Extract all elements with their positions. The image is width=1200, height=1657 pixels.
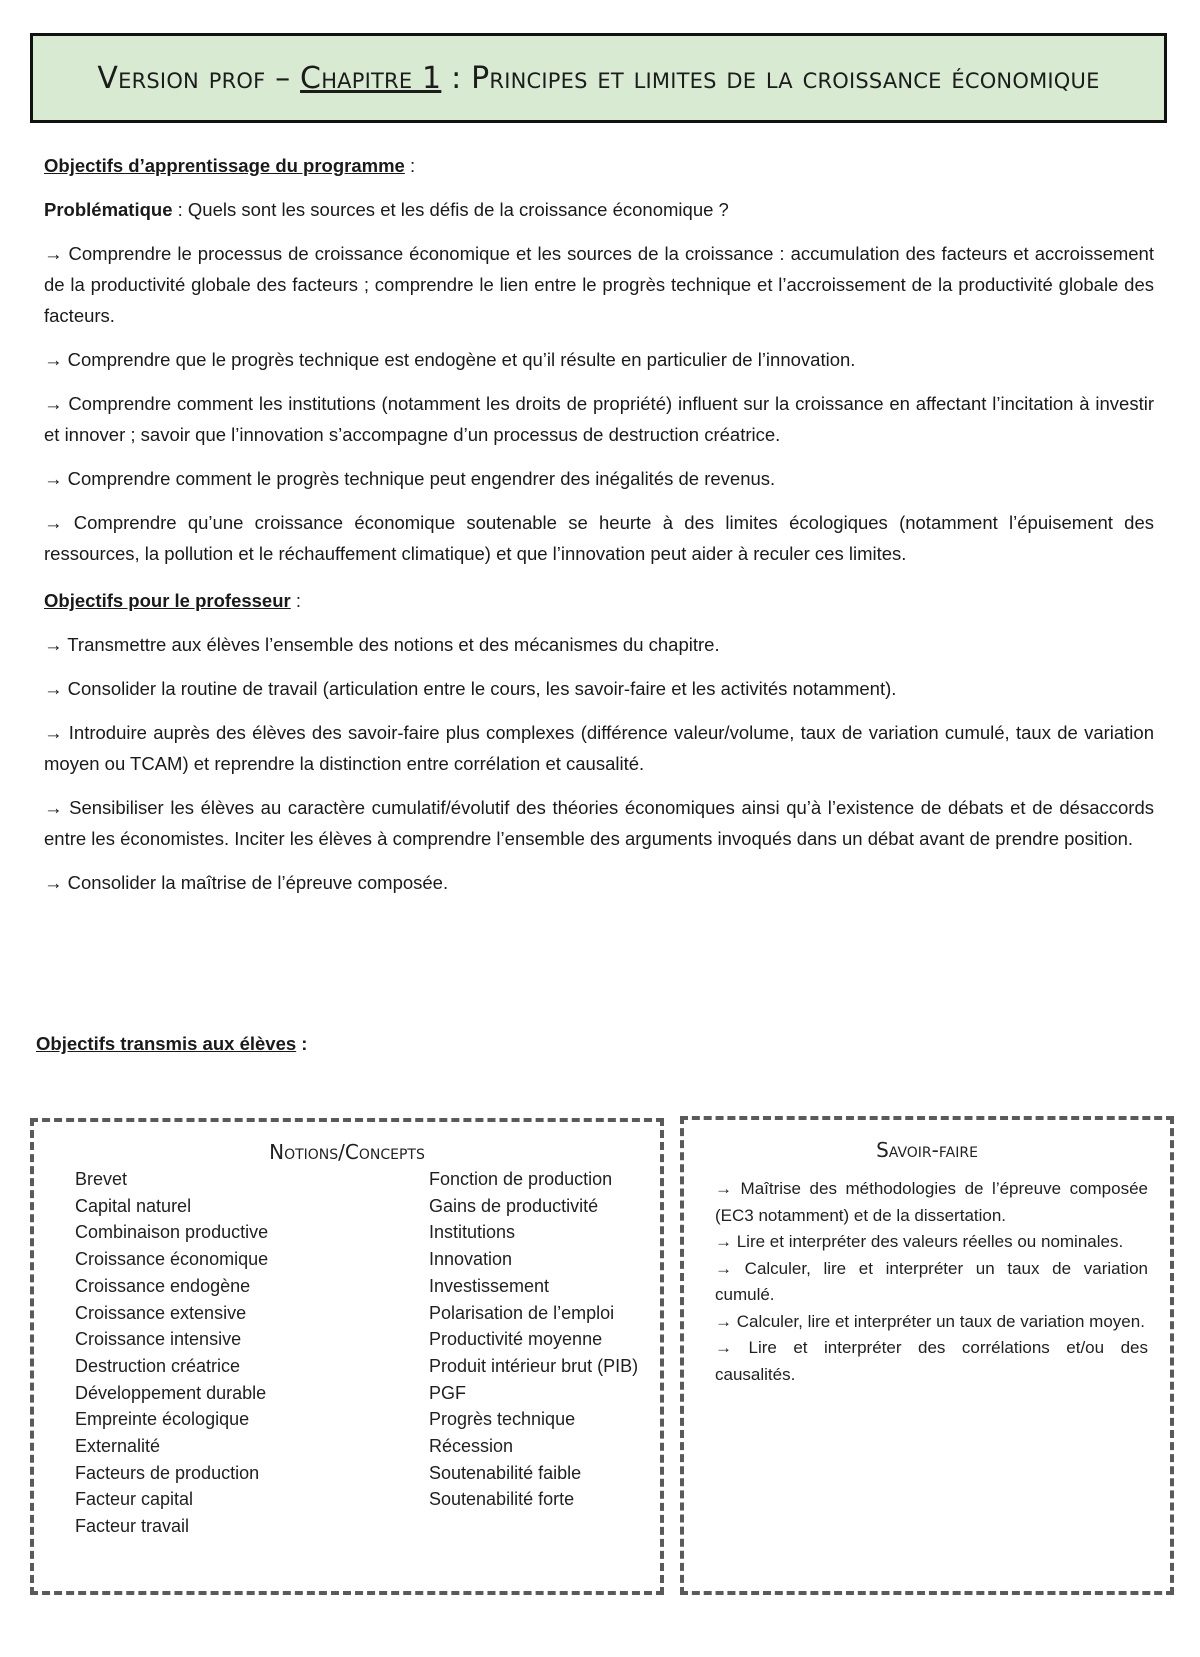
teacher-heading-colon: : — [290, 590, 302, 611]
students-heading-text: Objectifs transmis aux élèves — [36, 1033, 297, 1054]
program-objective: → Comprendre que le progrès technique est endogène et qu’il résulte en particulier de l’innovation. — [44, 349, 856, 370]
chapter-title — [97, 61, 1099, 96]
notion-item: Progrès technique — [429, 1409, 576, 1430]
notion-item: Empreinte écologique — [75, 1409, 250, 1430]
notion-item: Innovation — [429, 1249, 513, 1270]
title-rest: : Principes et limites de la croissance économique — [441, 60, 1100, 96]
title-chapter: Chapitre 1 — [300, 60, 442, 96]
objectives-section — [44, 150, 1154, 898]
program-objective: → Comprendre le processus de croissance économique et les sources de la croissance : accumulation des facteurs et accroissement de la productivité globale des facteurs ; comprendre le lien entre le progrès technique et l’accroissement de la productivité globale des facteurs. — [44, 243, 1154, 326]
notion-item: Institutions — [429, 1222, 516, 1243]
notion-item: Destruction créatrice — [75, 1355, 241, 1376]
program-objective: → Comprendre qu’une croissance économique soutenable se heurte à des limites écologiques (notamment l’épuisement des ressources, la pollution et le réchauffement climatique) et que l’innovation peut aider à reculer ces limites. — [44, 512, 1154, 564]
savoir-faire-item: → Calculer, lire et interpréter un taux de variation cumulé. — [715, 1258, 1148, 1304]
notion-item: Croissance extensive — [75, 1302, 247, 1323]
notion-item: Produit intérieur brut (PIB) — [429, 1355, 639, 1376]
notion-item: Polarisation de l’emploi — [429, 1302, 615, 1323]
title-prefix: Version prof – — [97, 60, 301, 96]
notions-box — [30, 1118, 664, 1595]
program-heading-text: Objectifs d’apprentissage du programme — [44, 155, 405, 176]
savoir-faire-item: → Calculer, lire et interpréter un taux de variation moyen. — [715, 1311, 1145, 1331]
savoir-faire-item: → Maîtrise des méthodologies de l’épreuve composée (EC3 notamment) et de la dissertation. — [715, 1179, 1148, 1225]
savoir-faire-item: → Lire et interpréter des corrélations et/ou des causalités. — [715, 1338, 1148, 1384]
teacher-heading — [44, 585, 1154, 616]
notion-item: Investissement — [429, 1275, 550, 1296]
notion-item: Capital naturel — [75, 1195, 192, 1216]
notion-item: Externalité — [75, 1436, 161, 1457]
program-heading — [44, 150, 1154, 181]
teacher-objective: → Introduire auprès des élèves des savoir-faire plus complexes (différence valeur/volume, taux de variation cumulé, taux de variation moyen ou TCAM) et reprendre la distinction entre corrélation et causalité. — [44, 722, 1154, 774]
notions-list-right — [429, 1166, 649, 1540]
notion-item: Soutenabilité faible — [429, 1462, 582, 1483]
program-heading-colon: : — [404, 155, 416, 176]
notion-item: Gains de productivité — [429, 1195, 599, 1216]
students-heading-colon: : — [296, 1033, 308, 1054]
students-heading — [36, 1033, 307, 1055]
notion-item: Productivité moyenne — [429, 1329, 603, 1350]
notion-item: Brevet — [75, 1169, 128, 1189]
notion-item: Facteurs de production — [75, 1462, 260, 1483]
notion-item: Récession — [429, 1436, 514, 1457]
notion-item: PGF — [429, 1382, 467, 1403]
chapter-title-banner — [30, 33, 1167, 123]
notion-item: Croissance économique — [75, 1249, 269, 1270]
teacher-objective: → Consolider la routine de travail (articulation entre le cours, les savoir-faire et les activités notamment). — [44, 678, 897, 699]
program-objective: → Comprendre comment le progrès technique peut engendrer des inégalités de revenus. — [44, 468, 776, 489]
notion-item: Facteur capital — [75, 1489, 194, 1510]
teacher-objective: → Transmettre aux élèves l’ensemble des notions et des mécanismes du chapitre. — [44, 634, 720, 655]
problem-statement — [44, 194, 1154, 225]
teacher-objective: → Sensibiliser les élèves au caractère cumulatif/évolutif des théories économiques ainsi qu’à l’existence de débats et de désaccords entre les économistes. Inciter les élèves à comprendre l’ensemble des arguments invoqués dans un débat avant de prendre position. — [44, 797, 1154, 849]
notion-item: Facteur travail — [75, 1516, 190, 1537]
notion-item: Développement durable — [75, 1382, 267, 1403]
notions-list-left — [75, 1166, 429, 1540]
savoir-faire-title: Savoir-faire — [876, 1138, 978, 1162]
problem-text: : Quels sont les sources et les défis de la croissance économique ? — [172, 199, 729, 220]
savoir-faire-list — [715, 1176, 1148, 1388]
teacher-objective: → Consolider la maîtrise de l’épreuve composée. — [44, 872, 449, 893]
teacher-heading-text: Objectifs pour le professeur — [44, 590, 291, 611]
savoir-faire-item: → Lire et interpréter des valeurs réelles ou nominales. — [715, 1232, 1124, 1251]
program-objective: → Comprendre comment les institutions (notamment les droits de propriété) influent sur la croissance en affectant l’incitation à investir et innover ; savoir que l’innovation s’accompagne d’un processus de destruction créatrice. — [44, 393, 1154, 445]
notions-title: Notions/Concepts — [269, 1140, 425, 1164]
savoir-faire-box — [680, 1116, 1174, 1595]
notion-item: Combinaison productive — [75, 1222, 269, 1243]
notion-item: Croissance intensive — [75, 1329, 242, 1350]
notion-item: Soutenabilité forte — [429, 1489, 575, 1510]
problem-label: Problématique — [44, 199, 173, 220]
notion-item: Croissance endogène — [75, 1275, 251, 1296]
notion-item: Fonction de production — [429, 1169, 613, 1189]
